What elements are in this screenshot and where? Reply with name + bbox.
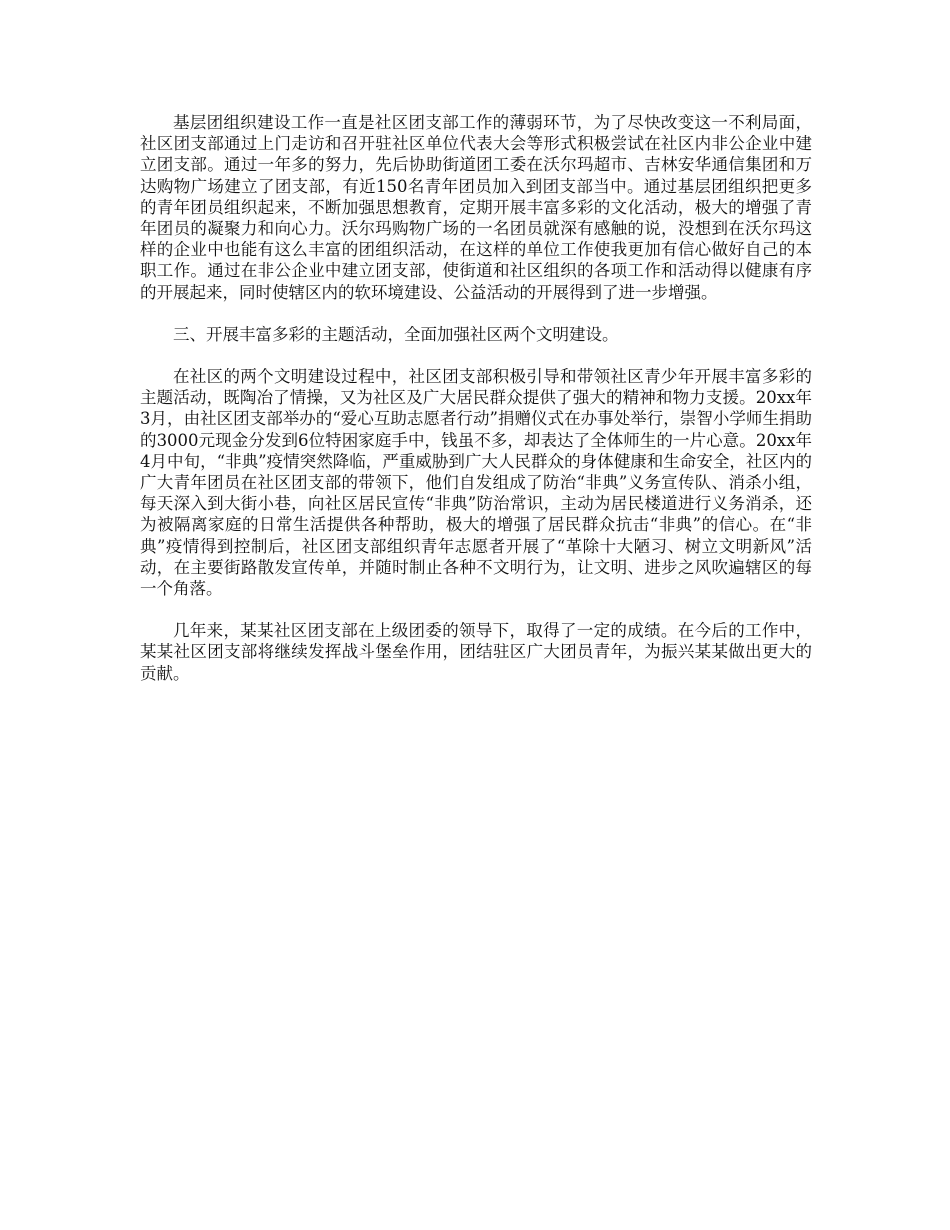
paragraph-theme-activities: 在社区的两个文明建设过程中，社区团支部积极引导和带领社区青少年开展丰富多彩的主题活动，既陶冶了情操，又为社区及广大居民群众提供了强大的精神和物力支援。20xx年3月，由社区团支部举办的“爱心互助志愿者行动”捐赠仪式在办事处举行，崇智小学师生捐助的3000元现金分发到6位特困家庭手中，钱虽不多，却表达了全体师生的一片心意。20xx年4月中旬，“非典”疫情突然降临，严重威胁到广大人民群众的身体健康和生命安全，社区内的广大青年团员在社区团支部的带领下，他们自发组成了防治“非典”义务宣传队、消杀小组，每天深入到大街小巷，向社区居民宣传“非典”防治常识，主动为居民楼道进行义务消杀，还为被隔离家庭的日常生活提供各种帮助，极大的增强了居民群众抗击“非典”的信心。在“非典”疫情得到控制后，社区团支部组织青年志愿者开展了“革除十大陋习、树立文明新风”活动，在主要街路散发宣传单，并随时制止各种不文明行为，让文明、进步之风吹遍辖区的每一个角落。 xyxy=(140,367,812,599)
section-heading-three: 三、开展丰富多彩的主题活动，全面加强社区两个文明建设。 xyxy=(173,324,619,344)
paragraph-grassroots-organization: 基层团组织建设工作一直是社区团支部工作的薄弱环节，为了尽快改变这一不利局面，社区团支部通过上门走访和召开驻社区单位代表大会等形式积极尝试在社区内非公企业中建立团支部。通过一年多的努力，先后协助街道团工委在沃尔玛超市、吉林安华通信集团和万达购物广场建立了团支部，有近150名青年团员加入到团支部当中。通过基层团组织把更多的青年团员组织起来，不断加强思想教育，定期开展丰富多彩的文化活动，极大的增强了青年团员的凝聚力和向心力。沃尔玛购物广场的一名团员就深有感触的说，没想到在沃尔玛这样的企业中也能有这么丰富的团组织活动，在这样的单位工作使我更加有信心做好自己的本职工作。通过在非公企业中建立团支部，使街道和社区组织的各项工作和活动得以健康有序的开展起来，同时使辖区内的软环境建设、公益活动的开展得到了进一步增强。 xyxy=(140,113,812,302)
paragraph-conclusion: 几年来，某某社区团支部在上级团委的领导下，取得了一定的成绩。在今后的工作中，某某社区团支部将继续发挥战斗堡垒作用，团结驻区广大团员青年，为振兴某某做出更大的贡献。 xyxy=(140,621,812,683)
document-body xyxy=(140,112,812,705)
